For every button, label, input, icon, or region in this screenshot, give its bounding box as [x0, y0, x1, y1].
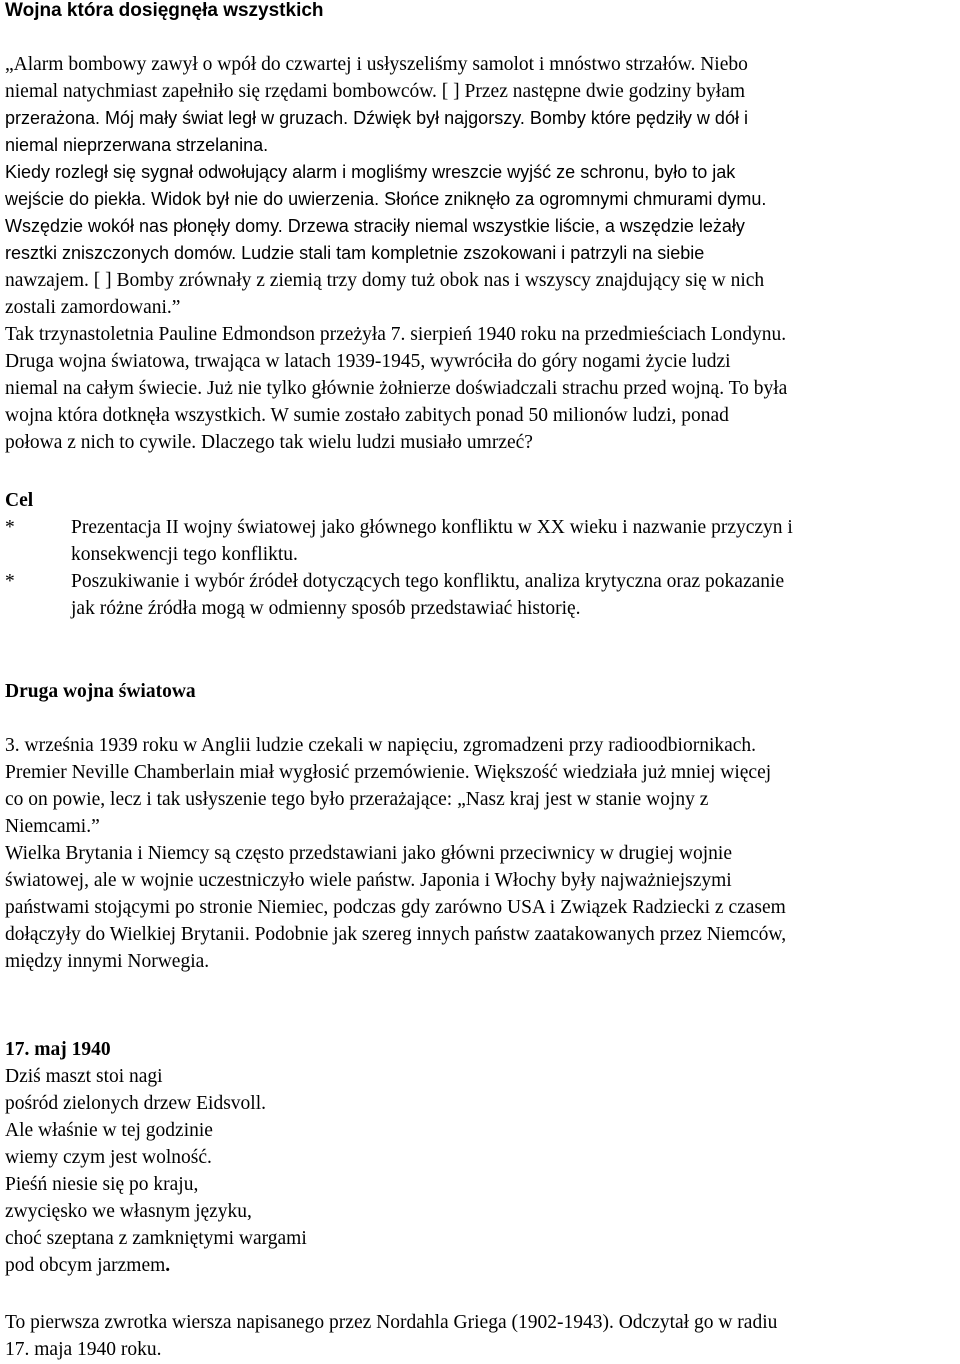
text-line: resztki zniszczonych domów. Ludzie stali tam kompletnie zszokowani i patrzyli na siebie [5, 243, 705, 263]
text-line: Wszędzie wokół nas płonęły domy. Drzewa straciły niemal wszystkie liście, a wszędzie leżały [5, 216, 745, 236]
text-line: Premier Neville Chamberlain miał wygłosić przemówienie. Większość wiedziała już mniej więcej [5, 762, 772, 783]
poem-line [5, 1252, 955, 1279]
poem-line: Dziś maszt stoi nagi [5, 1066, 163, 1087]
text-line: niemal natychmiast zapełniło się rzędami bombowców. [ ] Przez następne dwie godziny byłam [5, 81, 746, 102]
poem-line: wiemy czym jest wolność. [5, 1147, 212, 1168]
text-line: To pierwsza zwrotka wiersza napisanego przez Nordahla Griega (1902-1943). Odczytał go w radiu [5, 1312, 778, 1333]
text-line: między innymi Norwegia. [5, 951, 210, 972]
poem-heading [5, 1036, 955, 1063]
text-line: co on powie, lecz i tak usłyszenie tego było przerażające: „Nasz kraj jest w stanie wojny z [5, 789, 709, 810]
text-line: światowej, ale w wojnie uczestniczyło wiele państw. Japonia i Włochy były najważniejszymi [5, 870, 732, 891]
poem-line: Pieśń niesie się po kraju, [5, 1174, 199, 1195]
heading-text: Druga wojna światowa [5, 681, 196, 702]
text-line: wojna która dotknęła wszystkich. W sumie zostało zabitych ponad 50 milionów ludzi, ponad [5, 405, 729, 426]
heading-text: 17. maj 1940 [5, 1039, 111, 1060]
text-line: jak różne źródła mogą w odmienny sposób przedstawiać historię. [71, 598, 581, 619]
poem-line: Ale właśnie w tej godzinie [5, 1120, 213, 1141]
text-line: wejście do piekła. Widok był nie do uwierzenia. Słońce zniknęło za ogromnymi chmurami dymu. [5, 189, 767, 209]
poem-line: zwycięsko we własnym języku, [5, 1201, 252, 1222]
text-line: 17. maja 1940 roku. [5, 1339, 162, 1360]
footer-paragraph [5, 1309, 955, 1363]
bullet-star: * [5, 571, 15, 592]
text-line: nawzajem. [ ] Bomby zrównały z ziemią trzy domy tuż obok nas i wszyscy znajdujący się w nich [5, 270, 765, 291]
goal-item [5, 568, 955, 622]
text-line: Poszukiwanie i wybór źródeł dotyczących tego konfliktu, analiza krytyczna oraz pokazanie [71, 571, 785, 592]
poem-line: choć szeptana z zamkniętymi wargami [5, 1228, 307, 1249]
goal-item [5, 514, 955, 568]
text-line: dołączyły do Wielkiej Brytanii. Podobnie jak szereg innych państw zaatakowanych przez Niemców, [5, 924, 787, 945]
poem-last-line: pod obcym jarzmem [5, 1255, 166, 1276]
text-line: Wielka Brytania i Niemcy są często przedstawiani jako główni przeciwnicy w drugiej wojnie [5, 843, 732, 864]
poem-body [5, 1063, 955, 1279]
text-line: Tak trzynastoletnia Pauline Edmondson przeżyła 7. sierpień 1940 roku na przedmieściach Londynu. [5, 324, 787, 345]
text-line: niemal nieprzerwana strzelanina. [5, 135, 269, 155]
text-line: Kiedy rozległ się sygnał odwołujący alarm i mogliśmy wreszcie wyjść ze schronu, było to jak [5, 162, 736, 182]
text-line: „Alarm bombowy zawył o wpół do czwartej i usłyszeliśmy samolot i mnóstwo strzałów. Niebo [5, 54, 748, 75]
document-title: Wojna która dosięgnęła wszystkich [5, 0, 324, 21]
section-heading-cel [5, 487, 955, 514]
heading-text: Cel [5, 490, 34, 511]
text-line: połowa z nich to cywile. Dlaczego tak wielu ludzi musiało umrzeć? [5, 432, 533, 453]
quote-sans-block-2 [5, 159, 955, 267]
text-line: konsekwencji tego konfliktu. [71, 544, 298, 565]
intro-serif-block [5, 267, 955, 456]
section2-body [5, 732, 955, 975]
section-heading-druga-wojna [5, 678, 955, 705]
bullet-star: * [5, 517, 15, 538]
quote-serif-block [5, 51, 955, 105]
text-line: 3. września 1939 roku w Anglii ludzie czekali w napięciu, zgromadzeni przy radioodbiornikach. [5, 735, 757, 756]
text-line: państwami stojącymi po stronie Niemiec, podczas gdy zarówno USA i Związek Radziecki z czasem [5, 897, 786, 918]
poem-line: pośród zielonych drzew Eidsvoll. [5, 1093, 267, 1114]
text-line: zostali zamordowani.” [5, 297, 181, 318]
text-line: Prezentacja II wojny światowej jako głównego konfliktu w XX wieku i nazwanie przyczyn i [71, 517, 793, 538]
text-line: niemal na całym świecie. Już nie tylko głównie żołnierze doświadczali strachu przed wojną. To była [5, 378, 788, 399]
poem-last-punct: . [165, 1255, 171, 1276]
text-line: przerażona. Mój mały świat legł w gruzach. Dźwięk był najgorszy. Bomby które pędziły w dół i [5, 108, 748, 128]
text-line: Niemcami.” [5, 816, 100, 837]
text-line: Druga wojna światowa, trwająca w latach 1939-1945, wywróciła do góry nogami życie ludzi [5, 351, 731, 372]
quote-sans-block [5, 105, 955, 159]
